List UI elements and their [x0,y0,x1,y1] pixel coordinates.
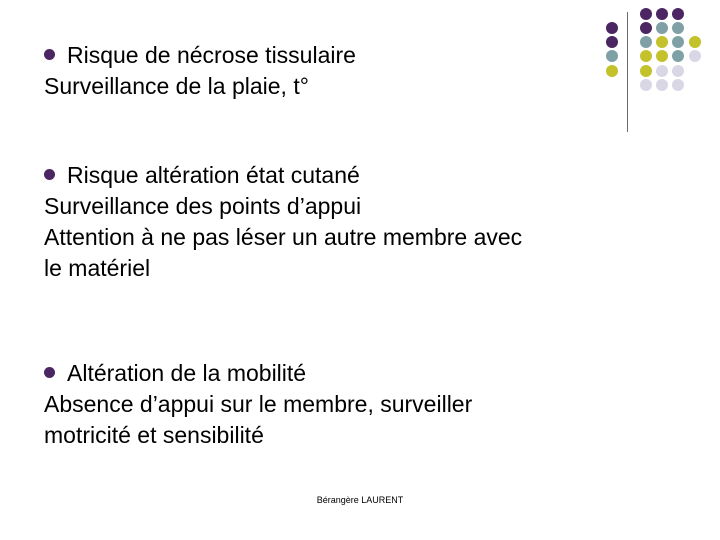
decorative-dot [656,65,668,77]
item-detail: le matériel [44,255,151,281]
footer-author: Bérangère LAURENT [316,495,404,505]
decorative-dot [640,79,652,91]
decorative-dot-grid [600,8,720,138]
decorative-dot [640,22,652,34]
decorative-dot [606,65,618,77]
decorative-dot [656,36,668,48]
item-heading: Altération de la mobilité [67,360,307,386]
decorative-dot [672,36,684,48]
decorative-dot [606,22,618,34]
item-cutane [44,160,522,284]
item-detail: Surveillance des points d’appui [44,193,362,219]
decorative-dot [656,50,668,62]
decorative-dot [656,79,668,91]
bullet-icon [44,367,55,378]
item-detail: motricité et sensibilité [44,422,264,448]
item-detail: Attention à ne pas léser un autre membre avec [44,224,523,250]
decorative-dot [640,36,652,48]
item-detail: Absence d’appui sur le membre, surveiller [44,391,473,417]
decorative-dot [640,8,652,20]
item-heading: Risque de nécrose tissulaire [67,42,356,68]
item-detail: Surveillance de la plaie, t° [44,73,309,99]
decorative-dot [606,36,618,48]
item-mobilite [44,358,472,451]
decorative-dot [672,22,684,34]
decorative-dot [656,8,668,20]
decorative-dot [672,79,684,91]
decorative-dot [640,65,652,77]
bullet-icon [44,169,55,180]
decorative-dot [640,50,652,62]
bullet-icon [44,49,55,60]
decorative-dot [689,50,701,62]
item-necrose [44,40,356,102]
decorative-dot [606,50,618,62]
decorative-dot [689,36,701,48]
decorative-dot [672,50,684,62]
decorative-dot [656,22,668,34]
decorative-dot [672,8,684,20]
item-heading: Risque altération état cutané [67,162,360,188]
decorative-dot [672,65,684,77]
decorative-divider-line [627,12,628,132]
